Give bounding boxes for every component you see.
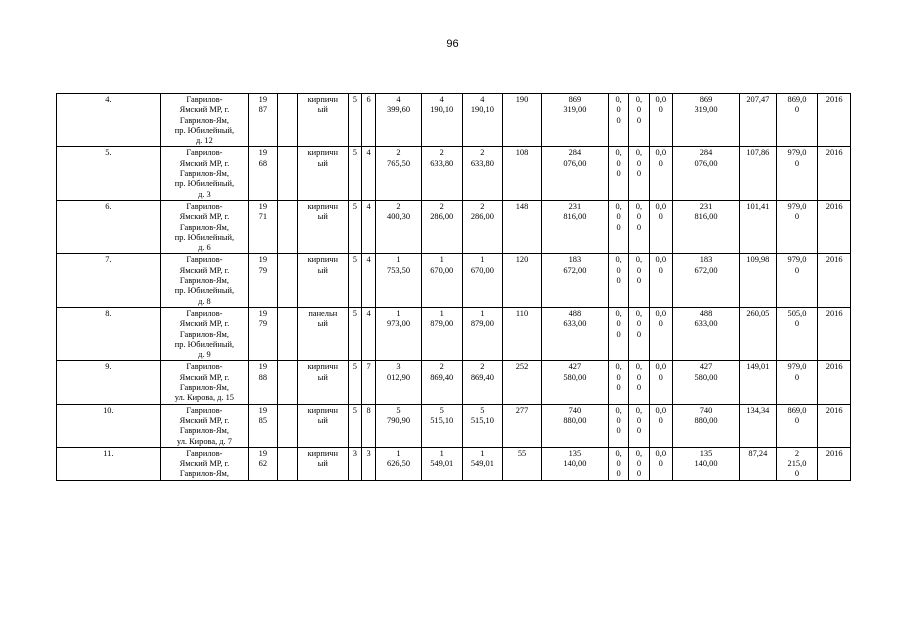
residents-count: 110 [503,307,542,360]
completion-year: 2016 [818,404,851,447]
premises-area: 1 549,01 [421,447,462,480]
premises-area: 4 190,10 [421,94,462,147]
premises-area: 2 633,80 [421,147,462,200]
entrances-count: 7 [361,361,375,404]
entrances-count: 4 [361,254,375,307]
total-area: 4 399,60 [376,94,422,147]
wall-material: кирпичн ый [297,254,348,307]
empty-cell [277,404,297,447]
repair-cost: 135 140,00 [541,447,608,480]
empty-cell [277,447,297,480]
premises-area: 2 869,40 [421,361,462,404]
table-row [57,254,851,307]
owner-funds: 183 672,00 [672,254,739,307]
federal-funds: 0, 0 0 [608,404,628,447]
local-funds: 0,0 0 [649,147,672,200]
entrances-count: 4 [361,147,375,200]
federal-funds: 0, 0 0 [608,94,628,147]
wall-material: панельн ый [297,307,348,360]
wall-material: кирпичн ый [297,447,348,480]
table-row [57,447,851,480]
house-address: Гаврилов- Ямский МР, г. Гаврилов-Ям, пр. Юбилейный, д. 8 [160,254,248,307]
empty-cell [277,361,297,404]
house-address: Гаврилов- Ямский МР, г. Гаврилов-Ям, пр. Юбилейный, д. 6 [160,200,248,253]
entrances-count: 4 [361,307,375,360]
table-row [57,200,851,253]
federal-funds: 0, 0 0 [608,307,628,360]
local-funds: 0,0 0 [649,307,672,360]
premises-area: 5 515,10 [421,404,462,447]
entrances-count: 8 [361,404,375,447]
residential-area: 1 670,00 [462,254,503,307]
entrances-count: 3 [361,447,375,480]
construction-year: 19 79 [249,307,277,360]
row-number: 9. [57,361,161,404]
house-address: Гаврилов- Ямский МР, г. Гаврилов-Ям, пр. Юбилейный, д. 9 [160,307,248,360]
residents-count: 148 [503,200,542,253]
regional-funds: 0, 0 0 [629,447,649,480]
federal-funds: 0, 0 0 [608,254,628,307]
federal-funds: 0, 0 0 [608,447,628,480]
premises-area: 2 286,00 [421,200,462,253]
regional-funds: 0, 0 0 [629,147,649,200]
table-row [57,94,851,147]
house-address: Гаврилов- Ямский МР, г. Гаврилов-Ям, ул. Кирова, д. 7 [160,404,248,447]
total-area: 1 973,00 [376,307,422,360]
local-funds: 0,0 0 [649,447,672,480]
owner-funds: 869 319,00 [672,94,739,147]
row-number: 6. [57,200,161,253]
federal-funds: 0, 0 0 [608,200,628,253]
owner-funds: 488 633,00 [672,307,739,360]
repair-cost: 869 319,00 [541,94,608,147]
residential-area: 4 190,10 [462,94,503,147]
house-address: Гаврилов- Ямский МР, г. Гаврилов-Ям, пр. Юбилейный, д. 12 [160,94,248,147]
repair-cost: 427 580,00 [541,361,608,404]
construction-year: 19 62 [249,447,277,480]
floors-count: 3 [348,447,361,480]
table-row [57,147,851,200]
wall-material: кирпичн ый [297,147,348,200]
total-area: 1 626,50 [376,447,422,480]
cost-limit: 869,0 0 [776,404,818,447]
owner-funds: 740 880,00 [672,404,739,447]
unit-cost: 107,86 [740,147,777,200]
residential-area: 2 633,80 [462,147,503,200]
repair-cost: 231 816,00 [541,200,608,253]
total-area: 2 765,50 [376,147,422,200]
floors-count: 5 [348,200,361,253]
completion-year: 2016 [818,200,851,253]
page-number: 96 [446,38,459,50]
residents-count: 190 [503,94,542,147]
house-address: Гаврилов- Ямский МР, г. Гаврилов-Ям, [160,447,248,480]
row-number: 7. [57,254,161,307]
wall-material: кирпичн ый [297,361,348,404]
entrances-count: 6 [361,94,375,147]
regional-funds: 0, 0 0 [629,361,649,404]
housing-registry-table [56,93,851,481]
construction-year: 19 85 [249,404,277,447]
repair-cost: 284 076,00 [541,147,608,200]
cost-limit: 979,0 0 [776,361,818,404]
table-row [57,361,851,404]
total-area: 2 400,30 [376,200,422,253]
repair-cost: 740 880,00 [541,404,608,447]
residents-count: 252 [503,361,542,404]
cost-limit: 869,0 0 [776,94,818,147]
wall-material: кирпичн ый [297,94,348,147]
unit-cost: 260,05 [740,307,777,360]
construction-year: 19 79 [249,254,277,307]
construction-year: 19 71 [249,200,277,253]
empty-cell [277,307,297,360]
floors-count: 5 [348,254,361,307]
local-funds: 0,0 0 [649,200,672,253]
regional-funds: 0, 0 0 [629,307,649,360]
row-number: 5. [57,147,161,200]
empty-cell [277,147,297,200]
house-address: Гаврилов- Ямский МР, г. Гаврилов-Ям, пр. Юбилейный, д. 3 [160,147,248,200]
row-number: 4. [57,94,161,147]
residents-count: 108 [503,147,542,200]
construction-year: 19 87 [249,94,277,147]
owner-funds: 427 580,00 [672,361,739,404]
completion-year: 2016 [818,361,851,404]
empty-cell [277,254,297,307]
floors-count: 5 [348,94,361,147]
entrances-count: 4 [361,200,375,253]
owner-funds: 135 140,00 [672,447,739,480]
residential-area: 5 515,10 [462,404,503,447]
floors-count: 5 [348,307,361,360]
federal-funds: 0, 0 0 [608,361,628,404]
cost-limit: 979,0 0 [776,147,818,200]
regional-funds: 0, 0 0 [629,404,649,447]
completion-year: 2016 [818,94,851,147]
residential-area: 2 869,40 [462,361,503,404]
residential-area: 2 286,00 [462,200,503,253]
completion-year: 2016 [818,447,851,480]
total-area: 3 012,90 [376,361,422,404]
unit-cost: 134,34 [740,404,777,447]
unit-cost: 207,47 [740,94,777,147]
residential-area: 1 549,01 [462,447,503,480]
wall-material: кирпичн ый [297,200,348,253]
residents-count: 277 [503,404,542,447]
completion-year: 2016 [818,307,851,360]
regional-funds: 0, 0 0 [629,254,649,307]
cost-limit: 2 215,0 0 [776,447,818,480]
row-number: 8. [57,307,161,360]
owner-funds: 284 076,00 [672,147,739,200]
total-area: 5 790,90 [376,404,422,447]
empty-cell [277,94,297,147]
table-row [57,404,851,447]
residential-area: 1 879,00 [462,307,503,360]
total-area: 1 753,50 [376,254,422,307]
empty-cell [277,200,297,253]
regional-funds: 0, 0 0 [629,94,649,147]
completion-year: 2016 [818,147,851,200]
wall-material: кирпичн ый [297,404,348,447]
row-number: 11. [57,447,161,480]
regional-funds: 0, 0 0 [629,200,649,253]
construction-year: 19 68 [249,147,277,200]
cost-limit: 979,0 0 [776,254,818,307]
unit-cost: 109,98 [740,254,777,307]
house-address: Гаврилов- Ямский МР, г. Гаврилов-Ям, ул. Кирова, д. 15 [160,361,248,404]
unit-cost: 87,24 [740,447,777,480]
local-funds: 0,0 0 [649,361,672,404]
premises-area: 1 670,00 [421,254,462,307]
construction-year: 19 88 [249,361,277,404]
row-number: 10. [57,404,161,447]
repair-cost: 183 672,00 [541,254,608,307]
residents-count: 120 [503,254,542,307]
cost-limit: 979,0 0 [776,200,818,253]
residents-count: 55 [503,447,542,480]
local-funds: 0,0 0 [649,404,672,447]
repair-cost: 488 633,00 [541,307,608,360]
completion-year: 2016 [818,254,851,307]
floors-count: 5 [348,361,361,404]
floors-count: 5 [348,404,361,447]
owner-funds: 231 816,00 [672,200,739,253]
cost-limit: 505,0 0 [776,307,818,360]
premises-area: 1 879,00 [421,307,462,360]
local-funds: 0,0 0 [649,254,672,307]
floors-count: 5 [348,147,361,200]
federal-funds: 0, 0 0 [608,147,628,200]
unit-cost: 101,41 [740,200,777,253]
local-funds: 0,0 0 [649,94,672,147]
unit-cost: 149,01 [740,361,777,404]
table-row [57,307,851,360]
